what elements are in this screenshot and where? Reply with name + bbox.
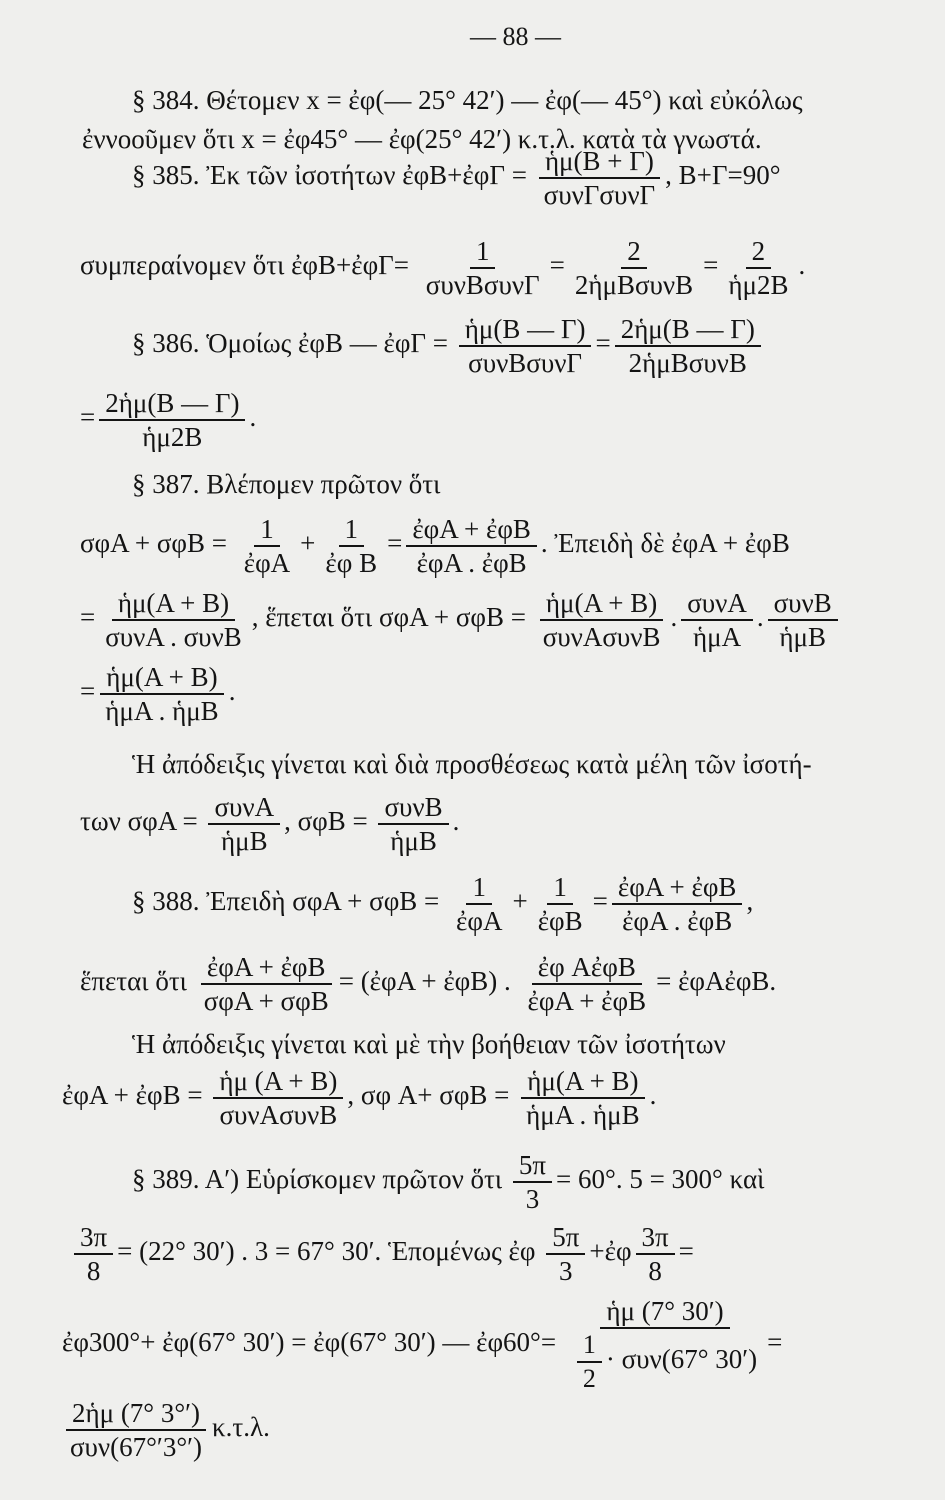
numerator: ἡμ(B + Γ) — [539, 146, 660, 179]
denominator: ἐφA — [456, 906, 503, 936]
numerator: 2 — [746, 236, 772, 269]
denominator: 2 — [582, 1364, 596, 1393]
denominator: συν(67°′3°′) — [70, 1432, 203, 1462]
text-span: , B+Γ=90° — [665, 160, 781, 191]
denominator: 8 — [648, 1256, 662, 1286]
fraction — [513, 1150, 552, 1214]
denominator: ἐφA — [243, 548, 291, 578]
para-389-line-4 — [60, 1398, 270, 1462]
text-span: = (22° 30′) . 3 = 67° 30′. Ἑπομένως ἐφ — [117, 1236, 536, 1267]
fraction — [450, 872, 508, 936]
denominator: ἐφ B — [325, 548, 378, 578]
para-388-line-2 — [80, 952, 776, 1016]
text-span: § 386. Ὁμοίως ἐφB — ἐφΓ = — [132, 328, 448, 359]
fraction — [99, 388, 245, 452]
fraction — [567, 1296, 763, 1394]
fraction — [615, 314, 761, 378]
numerator: ἐφA + ἐφB — [201, 952, 332, 985]
fraction — [406, 514, 537, 578]
denominator: 3 — [559, 1256, 573, 1286]
text-span: = 60°. 5 = 300° καὶ — [556, 1164, 765, 1195]
denominator: ἡμA — [693, 622, 742, 652]
numerator: 5π — [513, 1150, 552, 1183]
text-span: συμπεραίνομεν ὅτι ἐφB+ἐφΓ= — [80, 250, 410, 281]
fraction — [636, 1222, 675, 1286]
denominator: ἡμB — [390, 826, 437, 856]
text-span: · συν(67° 30′) — [605, 1344, 758, 1375]
denominator: 8 — [86, 1256, 101, 1286]
text-span: § 385. Ἐκ τῶν ἰσοτήτων ἐφB+ἐφΓ = — [132, 160, 527, 191]
para-384-line-2: ἐννοοῦμεν ὅτι x = ἐφ45° — ἐφ(25° 42′) κ.τ.λ. κατὰ τὰ γνωστά. — [82, 124, 762, 154]
numerator: ἡμ(A + B) — [540, 588, 663, 621]
fraction — [208, 792, 280, 856]
fraction — [198, 952, 335, 1016]
numerator: ἐφA + ἐφB — [612, 872, 743, 905]
fraction — [722, 236, 794, 300]
fraction — [520, 1066, 645, 1130]
fraction — [74, 1222, 113, 1286]
text-span: ἐφ300°+ ἐφ(67° 30′) = ἐφ(67° 30′) — ἐφ60°= — [62, 1327, 557, 1358]
denominator: ἡμB — [779, 622, 826, 652]
text-span: σφA + σφB = — [80, 528, 227, 559]
numerator: 2ἡμ(B — Γ) — [615, 314, 761, 347]
numerator: ἐφA + ἐφB — [406, 514, 537, 547]
fraction — [459, 314, 592, 378]
para-387-title: § 387. Βλέπομεν πρῶτον ὅτι — [132, 469, 441, 499]
text-span: § 389. A′) Εὑρίσκομεν πρῶτον ὅτι — [132, 1164, 503, 1195]
text-span: +ἐφ — [589, 1236, 632, 1267]
denominator: ἐφB — [537, 906, 583, 936]
fraction — [569, 236, 699, 300]
fraction — [420, 236, 546, 300]
text-span: § 388. Ἐπειδὴ σφA + σφB = — [132, 886, 440, 917]
numerator: συνA — [208, 792, 280, 825]
denominator: συνΓσυνΓ — [543, 180, 656, 210]
numerator: 1 — [466, 872, 492, 905]
para-387-line-4: Ἡ ἀπόδειξις γίνεται καὶ διὰ προσθέσεως κατὰ μέλη τῶν ἰσοτή- — [132, 749, 812, 779]
para-388-line-3: Ἡ ἀπόδειξις γίνεται καὶ μὲ τὴν βοήθειαν τῶν ἰσοτήτων — [132, 1029, 726, 1059]
para-385-line-1 — [132, 146, 781, 210]
denominator: ἐφA . ἐφB — [622, 906, 733, 936]
denominator: συνA . συνB — [105, 622, 242, 652]
para-387-line-1: σφA + σφB = $\frac{1}{\text{ἐφA}}$ + $\frac{1}{\text{ἐφ B}}$ = $\frac{\text{ἐφA + ἐφB}}{\text{ἐφA . ἐφB}}$ . Ἐπειδὴ δὲ ἐφA + ἐφB — [80, 514, 790, 578]
fraction — [522, 952, 653, 1016]
fraction — [319, 514, 383, 578]
para-384-line-1: § 384. Θέτομεν x = ἐφ(— 25° 42′) — ἐφ(— 45°) καὶ εὐκόλως — [132, 85, 803, 115]
denominator — [567, 1329, 763, 1394]
denominator: ἡμA . ἡμB — [105, 696, 219, 726]
numerator: 1 — [339, 514, 365, 547]
para-386-line-1: § 386. Ὁμοίως ἐφB — ἐφΓ = $\frac{\text{ἡμ(B — Γ)}}{\text{συνBσυνΓ}}$ = $\frac{\text{2ἡμ(B — Γ)}}{\text{2ἡμBσυνB}}$ — [132, 314, 765, 378]
denominator: συνBσυνΓ — [468, 348, 583, 378]
fraction — [238, 514, 296, 578]
text-span: Ἐπειδὴ δὲ ἐφA + ἐφB — [554, 528, 790, 559]
fraction — [532, 872, 589, 936]
numerator: συνA — [681, 588, 753, 621]
denominator: ἡμ2B — [728, 270, 789, 300]
numerator: συνB — [768, 588, 838, 621]
text-span: , σφ A+ σφB = — [347, 1080, 510, 1111]
text-span: = (ἐφA + ἐφB) . — [338, 966, 511, 997]
numerator: ἡμ(B — Γ) — [459, 314, 592, 347]
numerator: 3π — [636, 1222, 675, 1255]
denominator: συνBσυνΓ — [425, 270, 540, 300]
numerator: ἡμ(A + B) — [521, 1066, 644, 1099]
numerator: ἡμ (A + B) — [213, 1066, 343, 1099]
fraction-half — [577, 1330, 602, 1394]
para-389-line-1 — [132, 1150, 764, 1214]
denominator: 3 — [525, 1184, 540, 1214]
fraction — [99, 662, 224, 726]
numerator: 2ἡμ(B — Γ) — [99, 388, 245, 421]
text-span: των σφA = — [80, 806, 198, 837]
fraction — [213, 1066, 343, 1130]
numerator: 3π — [74, 1222, 113, 1255]
denominator: συνAσυνB — [219, 1100, 338, 1130]
denominator: συνAσυνB — [542, 622, 661, 652]
fraction — [537, 588, 667, 652]
denominator: ἡμ2B — [142, 422, 203, 452]
fraction — [378, 792, 448, 856]
denominator: 2ἡμBσυνB — [628, 348, 747, 378]
page-number: — 88 — — [470, 22, 561, 51]
numerator: ἐφ AἐφB — [532, 952, 642, 985]
numerator: ἡμ (7° 30′) — [600, 1296, 729, 1329]
para-389-line-2: $\frac{3\pi}{8}$ = (22° 30′) . 3 = 67° 30′. Ἑπομένως ἐφ $\frac{5\pi}{3}$ +ἐφ $\frac{3\pi}{8}$ = — [70, 1222, 694, 1286]
para-385-line-2: συμπεραίνομεν ὅτι ἐφB+ἐφΓ= $\frac{1}{\text{συνBσυνΓ}}$ = $\frac{2}{\text{2ἡμBσυνB}}$ = $\frac{2}{\text{ἡμ2B}}$ . — [80, 236, 806, 300]
denominator: ἐφA . ἐφB — [416, 548, 527, 578]
denominator: ἡμB — [220, 826, 268, 856]
numerator: 1 — [470, 236, 496, 269]
numerator: 1 — [577, 1330, 602, 1363]
fraction — [99, 588, 248, 652]
numerator: 2 — [621, 236, 647, 269]
para-388-line-4: ἐφA + ἐφB = $\frac{\text{ἡμ (A + B)}}{\text{συνAσυνB}}$ , σφ A+ σφB = $\frac{\text{ἡμ(A + B)}}{\text{ἡμA . ἡμB}}$ . — [62, 1066, 657, 1130]
denominator: σφA + σφB — [203, 986, 329, 1016]
para-387-line-2: = $\frac{\text{ἡμ(A + B)}}{\text{συνA . συνB}}$ , ἕπεται ὅτι σφA + σφB = $\frac{\text{ἡμ(A + B)}}{\text{συνAσυνB}}$ . $\frac{\text{συνA}}{\text{ἡμA}}$ . $\frac{\text{συνB}}{\text{ἡμB}}$ — [80, 588, 842, 652]
para-389-line-3: ἐφ300°+ ἐφ(67° 30′) = ἐφ(67° 30′) — ἐφ60°= ἡμ (7° 30′) $\frac{1}{2}$ · συν(67° 30′) = — [62, 1296, 783, 1393]
numerator: ἡμ(A + B) — [112, 588, 235, 621]
fraction — [64, 1398, 208, 1462]
denominator: 2ἡμBσυνB — [574, 270, 694, 300]
denominator: ἡμA . ἡμB — [526, 1100, 640, 1130]
para-387-line-3: = $\frac{\text{ἡμ(A + B)}}{\text{ἡμA . ἡμB}}$ . — [80, 662, 236, 726]
numerator: 2ἡμ (7° 3°′) — [66, 1398, 206, 1431]
text-span: , σφB = — [284, 806, 368, 837]
para-386-line-2: = $\frac{\text{2ἡμ(B — Γ)}}{\text{ἡμ2B}}$ . — [80, 388, 257, 452]
fraction — [546, 1222, 585, 1286]
numerator: συνB — [378, 792, 448, 825]
text-span: ἕπεται ὅτι — [80, 966, 187, 997]
para-387-line-5: των σφA = $\frac{\text{συνA}}{\text{ἡμB}}$ , σφB = $\frac{\text{συνB}}{\text{ἡμB}}$ . — [80, 792, 460, 856]
denominator: ἐφA + ἐφB — [527, 986, 647, 1016]
numerator: 1 — [254, 514, 280, 547]
text-span: κ.τ.λ. — [212, 1412, 270, 1443]
text-span: = ἐφAἐφB. — [656, 966, 777, 997]
text-span: ἐφA + ἐφB = — [62, 1080, 203, 1111]
fraction — [768, 588, 838, 652]
para-388-line-1: § 388. Ἐπειδὴ σφA + σφB = $\frac{1}{\text{ἐφA}}$ + $\frac{1}{\text{ἐφB}}$ = $\frac{\text{ἐφA + ἐφB}}{\text{ἐφA . ἐφB}}$ , — [132, 872, 754, 936]
fraction — [538, 146, 661, 210]
numerator: ἡμ(A + B) — [100, 662, 223, 695]
fraction — [612, 872, 743, 936]
numerator: 5π — [546, 1222, 585, 1255]
numerator: 1 — [547, 872, 573, 905]
text-span: , ἕπεται ὅτι σφA + σφB = — [251, 602, 526, 633]
fraction — [681, 588, 753, 652]
